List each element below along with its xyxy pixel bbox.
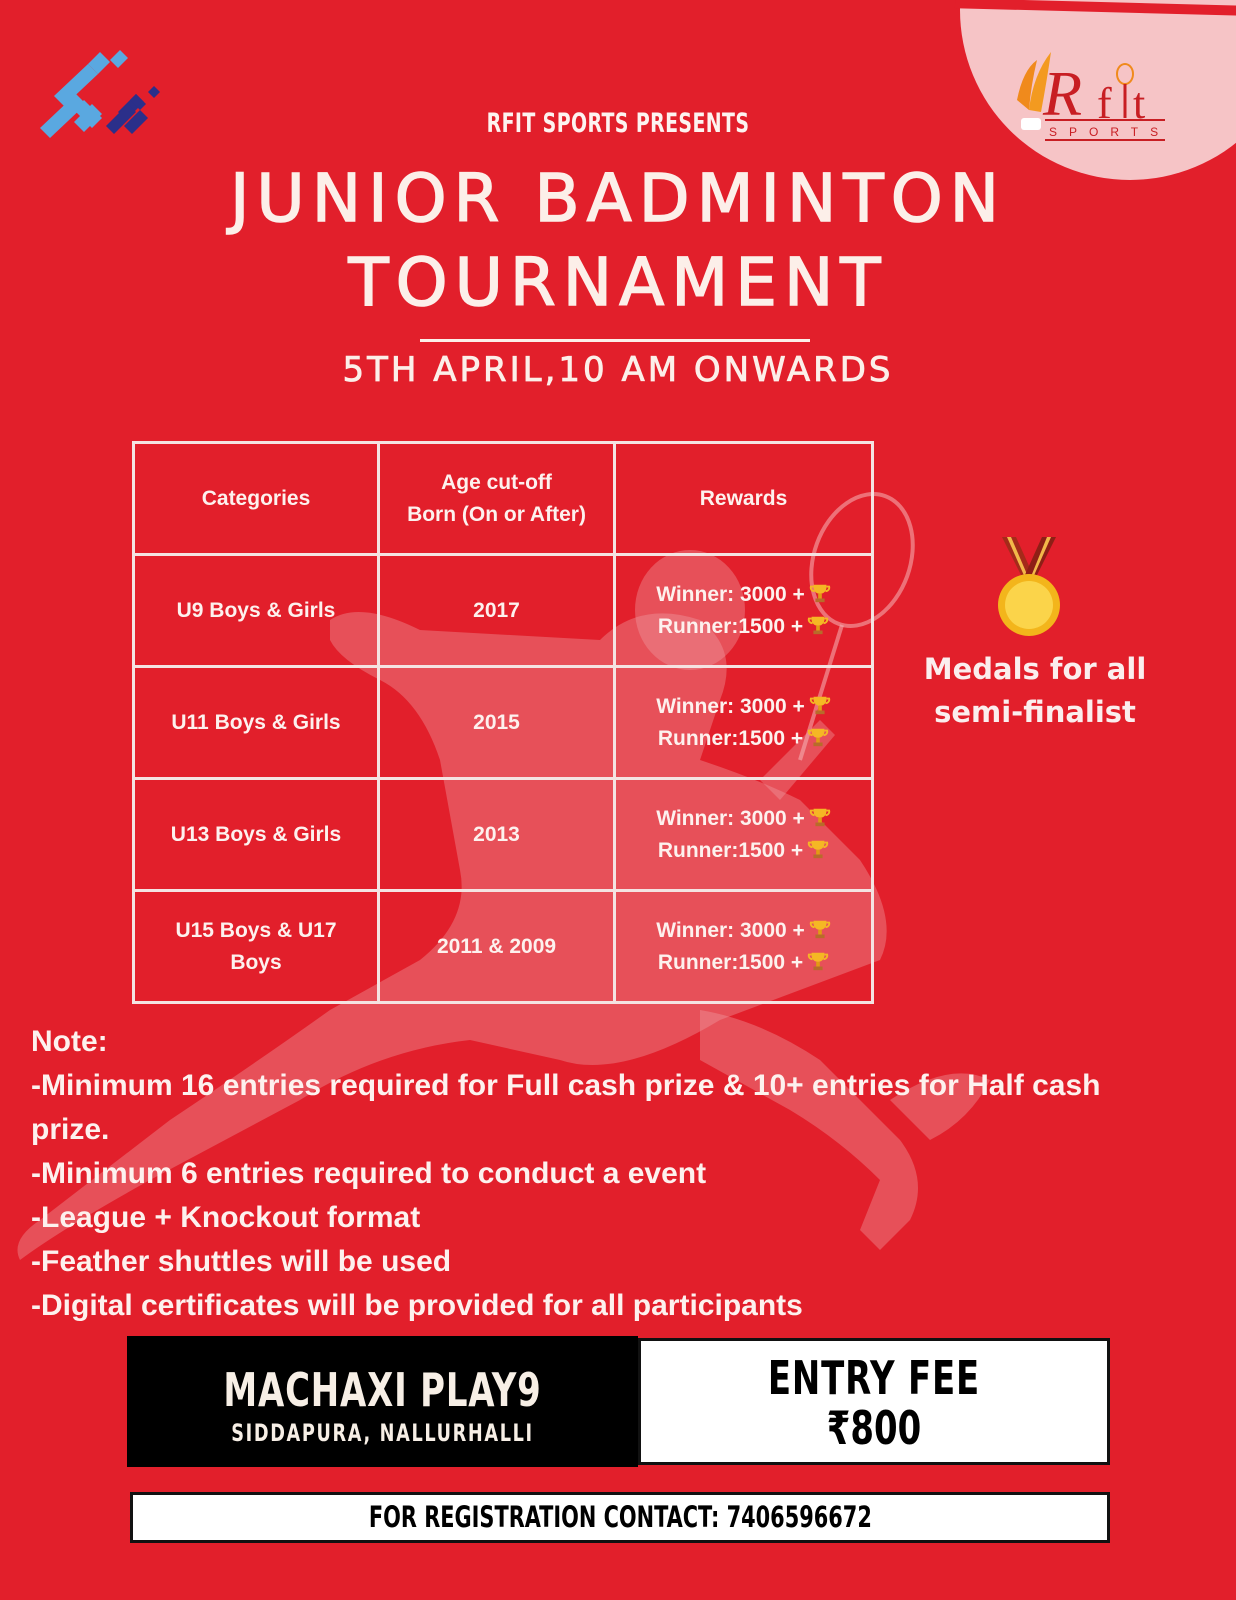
rewards-cell [615,891,873,1003]
note-item: prize. [31,1113,110,1146]
registration-contact-box [130,1492,1110,1543]
entry-fee-label: ENTRY FEE [767,1351,981,1405]
medal-note [900,648,1170,734]
note-item: -Minimum 16 entries required for Full cash prize & 10+ entries for Half cash [31,1069,1101,1102]
medal-note-line2: semi-finalist [934,695,1136,729]
trophy-icon [809,918,831,940]
year-cell: 2015 [379,667,615,779]
winner-reward: Winner: 3000 + [656,806,805,830]
winner-reward: Winner: 3000 + [656,582,805,606]
runner-reward: Runner:1500 + [657,614,804,638]
category-cell: U11 Boys & Girls [134,667,379,779]
category-line2: Boys [230,950,282,974]
table-row [134,891,873,1003]
year-cell: 2017 [379,555,615,667]
runner-reward: Runner:1500 + [657,950,804,974]
trophy-icon [809,694,831,716]
note-item: -League + Knockout format [31,1201,421,1234]
category-cell: U13 Boys & Girls [134,779,379,891]
table-row [134,779,873,891]
event-date: 5TH APRIL,10 AM ONWARDS [342,350,894,390]
registration-contact-text: FOR REGISTRATION CONTACT: 7406596672 [368,1500,872,1534]
header-age-line2: Born (On or After) [407,502,586,526]
svg-text:R: R [1043,58,1083,129]
year-cell: 2011 & 2009 [379,891,615,1003]
year-cell: 2013 [379,779,615,891]
notes-heading: Note: [31,1025,108,1058]
note-item: -Digital certificates will be provided for all participants [31,1289,803,1322]
categories-table [132,441,874,1004]
rewards-cell [615,779,873,891]
venue-name: MACHAXI PLAY9 [223,1363,542,1417]
runner-reward: Runner:1500 + [657,838,804,862]
rewards-cell [615,667,873,779]
medal-icon [994,537,1064,637]
note-item: -Minimum 6 entries required to conduct a event [31,1157,707,1190]
trophy-icon [809,582,831,604]
title-divider [420,339,810,342]
note-item: -Feather shuttles will be used [31,1245,452,1278]
category-cell [134,891,379,1003]
title-line-1: JUNIOR BADMINTON [229,160,1007,237]
category-line1: U15 Boys & U17 [175,918,337,942]
trophy-icon [807,950,829,972]
entry-fee-amount: ₹800 [826,1401,922,1455]
rewards-cell [615,555,873,667]
medal-note-line1: Medals for all [923,652,1147,686]
winner-reward: Winner: 3000 + [656,694,805,718]
table-row [134,667,873,779]
venue-address: SIDDAPURA, NALLURHALLI [231,1419,534,1447]
title-line-2: TOURNAMENT [348,244,888,321]
svg-text:t: t [1133,79,1146,128]
category-cell: U9 Boys & Girls [134,555,379,667]
notes-section [31,1020,1221,1328]
trophy-icon [809,806,831,828]
venue-box [127,1336,638,1467]
table-header-row [134,443,873,555]
runner-reward: Runner:1500 + [657,726,804,750]
trophy-icon [807,614,829,636]
header-rewards: Rewards [615,443,873,555]
header-age-cutoff [379,443,615,555]
header-age-line1: Age cut-off [441,470,552,494]
trophy-icon [807,838,829,860]
trophy-icon [807,726,829,748]
presenter-heading: RFIT SPORTS PRESENTS [486,108,750,139]
svg-text:SPORTS: SPORTS [1049,125,1171,139]
entry-fee-box [638,1338,1110,1465]
winner-reward: Winner: 3000 + [656,918,805,942]
svg-text:f: f [1097,79,1112,128]
table-row [134,555,873,667]
header-categories: Categories [134,443,379,555]
